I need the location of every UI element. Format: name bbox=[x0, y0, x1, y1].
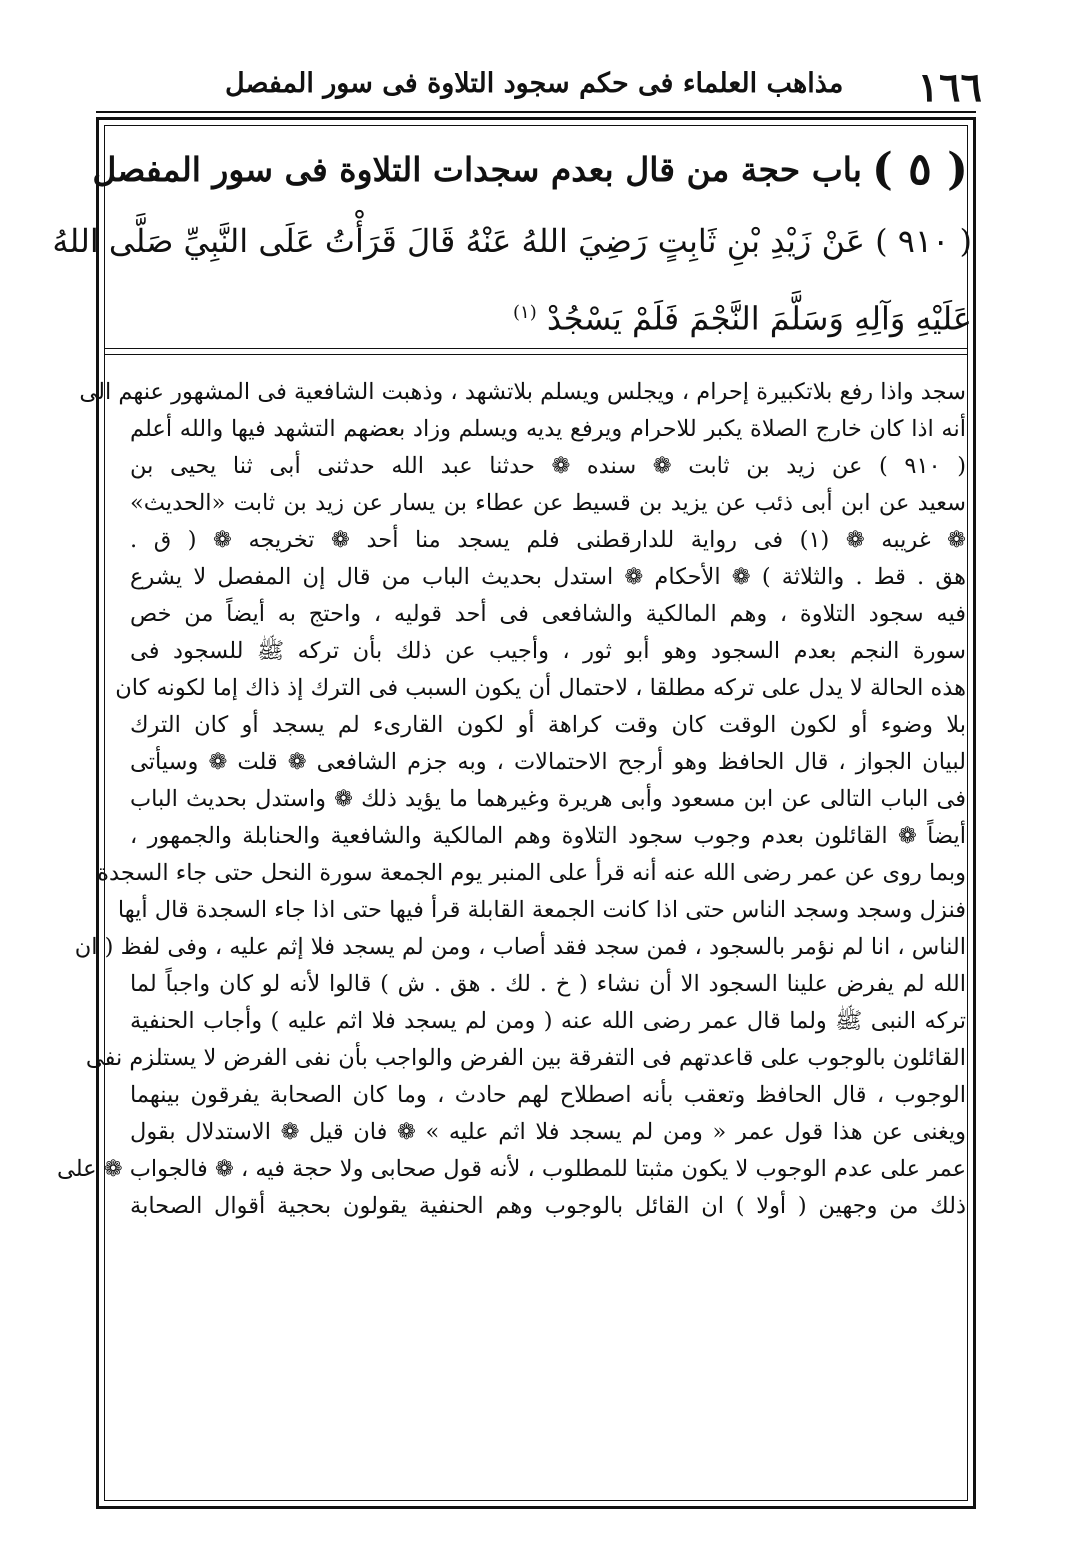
commentary-line: ويغنى عن هذا قول عمر « ومن لم يسجد فلا اثم عليه » ❁ فان قيل ❁ الاستدلال بقول bbox=[130, 1119, 966, 1145]
commentary-line: هق . قط . والثلاثة ) ❁ الأحكام ❁ استدل بحديث الباب من قال إن المفصل لا يشرع bbox=[130, 564, 966, 590]
commentary-line: سجد واذا رفع بلاتكبيرة إحرام ، ويجلس ويسلم بلاتشهد ، وذهبت الشافعية فى المشهور عنهم الى bbox=[79, 379, 966, 405]
section-divider bbox=[104, 348, 968, 349]
commentary-line: أنه اذا كان خارج الصلاة يكبر للاحرام ويرفع يديه ويسلم وزاد بعضهم التشهد فيها والله أعلم bbox=[130, 416, 966, 442]
commentary-line: عمر على عدم الوجوب لا يكون مثبتا للمطلوب ، لأنه قول صحابى ولا حجة فيه ، ❁ فالجواب ❁ على bbox=[56, 1156, 966, 1182]
running-header bbox=[95, 62, 992, 112]
running-title: مذاهب العلماء فى حكم سجود التلاوة فى سور المفصل bbox=[225, 68, 844, 99]
section-divider bbox=[104, 354, 968, 355]
hadith-text bbox=[52, 205, 972, 355]
commentary-line: الله لم يفرض علينا السجود الا أن نشاء ( خ . لك . هق . ش ) قالوا لأنه لو كان واجباً لما bbox=[130, 971, 966, 997]
commentary-line: الوجوب ، قال الحافظ وتعقب بأنه اصطلاح لهم حادث ، وما كان الصحابة يفرقون بينهما bbox=[130, 1082, 966, 1108]
commentary-line: تركه النبى ﷺ ولما قال عمر رضى الله عنه ( ومن لم يسجد فلا اثم عليه ) وأجاب الحنفية bbox=[130, 1008, 966, 1034]
commentary-line: فى الباب التالى عن ابن مسعود وأبى هريرة وغيرهما ما يؤيد ذلك ❁ واستدل بحديث الباب bbox=[130, 786, 966, 812]
commentary-line: فنزل وسجد وسجد الناس حتى اذا كانت الجمعة القابلة قرأ فيها حتى اذا جاء السجدة قال أيها bbox=[117, 897, 966, 923]
chapter-number: ( ٥ ) bbox=[872, 144, 968, 195]
commentary-line: ( ٩١٠ ) عن زيد بن ثابت ❁ سنده ❁ حدثنا عبد الله حدثنى أبى ثنا يحيى بن bbox=[130, 453, 967, 479]
commentary-text bbox=[56, 374, 967, 1225]
commentary-line: لبيان الجواز ، قال الحافظ وهو أرجح الاحتمالات ، وبه جزم الشافعى ❁ قلت ❁ وسيأتى bbox=[130, 749, 966, 775]
commentary-line: فيه سجود التلاوة ، وهم المالكية والشافعى فى أحد قوليه ، واحتج به أيضاً من خص bbox=[130, 601, 966, 627]
chapter-title: باب حجة من قال بعدم سجدات التلاوة فى سور المفصل bbox=[92, 150, 862, 189]
hadith-line: ( ٩١٠ ) عَنْ زَيْدِ بْنِ ثَابِتٍ رَضِيَ اللهُ عَنْهُ قَالَ قَرَأْتُ عَلَى النَّبِيِّ صَلَّى اللهُ bbox=[52, 222, 972, 260]
commentary-line: سعيد عن ابن أبى ذئب عن يزيد بن قسيط عن عطاء بن يسار عن زيد بن ثابت «الحديث» bbox=[130, 490, 966, 516]
commentary-line: هذه الحالة لا يدل على تركه مطلقا ، لاحتمال أن يكون السبب فى الترك إذ ذاك إما لكونه كان bbox=[115, 675, 966, 701]
footnote-marker: (١) bbox=[512, 302, 537, 323]
commentary-line: ❁ غريبه ❁ (١) فى رواية للدارقطنى فلم يسجد منا أحد ❁ تخريجه ❁ ( ق . bbox=[130, 527, 966, 553]
page-number: ١٦٦ bbox=[917, 64, 982, 111]
commentary-line: أيضاً ❁ القائلون بعدم وجوب سجود التلاوة وهم المالكية والشافعية والحنابلة والجمهور ، bbox=[130, 823, 966, 849]
hadith-line bbox=[140, 277, 972, 355]
hadith-line-text: عَلَيْهِ وَآلِهِ وَسَلَّمَ النَّجْمَ فَلَمْ يَسْجُدْ bbox=[546, 299, 972, 338]
commentary-line: الناس ، انا لم نؤمر بالسجود ، فمن سجد فقد أصاب ، ومن لم يسجد فلا إثم عليه ، وفى لفظ ( ان bbox=[74, 934, 966, 960]
commentary-line: بلا وضوء أو لكون الوقت كان وقت كراهة أو لكون القارىء لم يسجد أو كان الترك bbox=[130, 712, 966, 738]
commentary-line: القائلون بالوجوب على قاعدتهم فى التفرقة بين الفرض والواجب بأن نفى الفرض لا يستلزم نفى bbox=[85, 1045, 966, 1071]
commentary-line: سورة النجم بعدم السجود وهو أبو ثور ، وأجيب عن ذلك بأن تركه ﷺ للسجود فى bbox=[130, 638, 966, 664]
commentary-line: وبما روى عن عمر رضى الله عنه أنه قرأ على المنبر يوم الجمعة سورة النحل حتى جاء السجدة bbox=[97, 860, 966, 886]
commentary-line: ذلك من وجهين ( أولا ) ان القائل بالوجوب وهم الحنفية يقولون بحجية أقوال الصحابة bbox=[130, 1193, 966, 1219]
header-rule bbox=[96, 111, 976, 113]
